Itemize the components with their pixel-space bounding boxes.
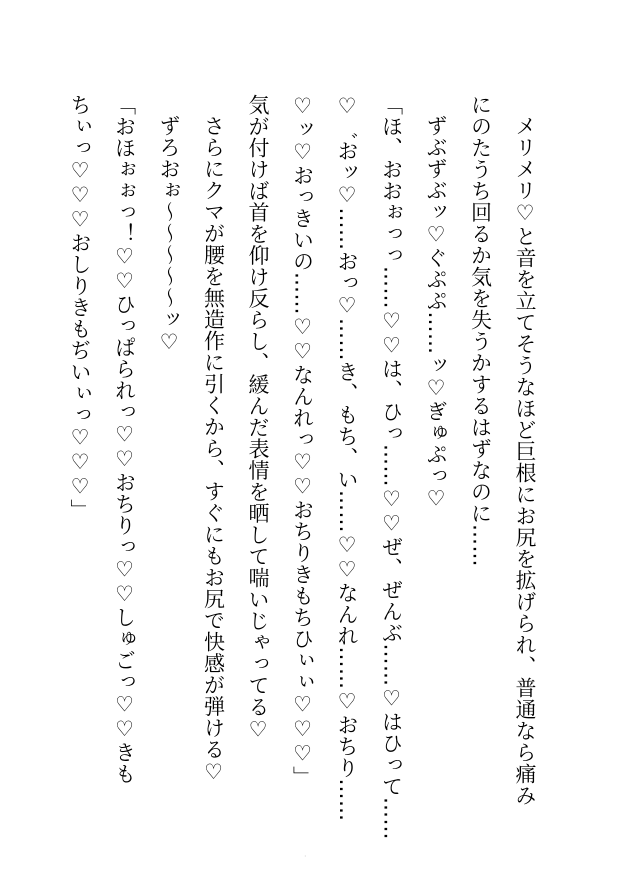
text-line-7: 気が付けば首を仰け反らし、緩んだ表情を晒して喘いじゃってる♡ bbox=[246, 94, 270, 742]
text-line-9: ずろおぉ～～～～～ッ♡ bbox=[157, 115, 181, 355]
text-line-6: ♡ッ♡おっきいの……♡♡なんれっ♡♡おちりきもちひぃぃ♡♡♡」 bbox=[290, 94, 315, 788]
vertical-text-block bbox=[58, 94, 548, 840]
text-line-11: ちぃっ♡♡♡おしりきもぢいぃっ♡♡♡」 bbox=[68, 94, 92, 521]
text-line-4: 「ほ、おおぉっっ……♡♡は、ひっ……♡♡ぜ、ぜんぶ……♡はひって…… bbox=[379, 94, 404, 840]
text-line-5: ♡゛おッ♡……おっ♡……き、もち、い……♡♡なんれ……♡おちり…… bbox=[335, 94, 359, 822]
text-line-8: さらにクマが腰を無造作に引くから、すぐにもお尻で快感が弾ける♡ bbox=[201, 115, 226, 785]
page-mark: · bbox=[304, 852, 307, 861]
text-line-10: 「おほぉぉっ！♡♡ひっぱられっ♡♡おちりっ♡♡しゅごっ♡♡きも bbox=[112, 94, 137, 785]
text-line-2: にのたうち回るか気を失うかするはずなのに…… bbox=[468, 94, 493, 567]
text-line-3: ずぶずぶッ♡ぐぷぷ……ッ♡ぎゅぷっ♡ bbox=[424, 115, 448, 511]
text-line-1: メリメリ♡と音を立てそうなほど巨根にお尻を拡げられ、普通なら痛み bbox=[513, 115, 537, 806]
